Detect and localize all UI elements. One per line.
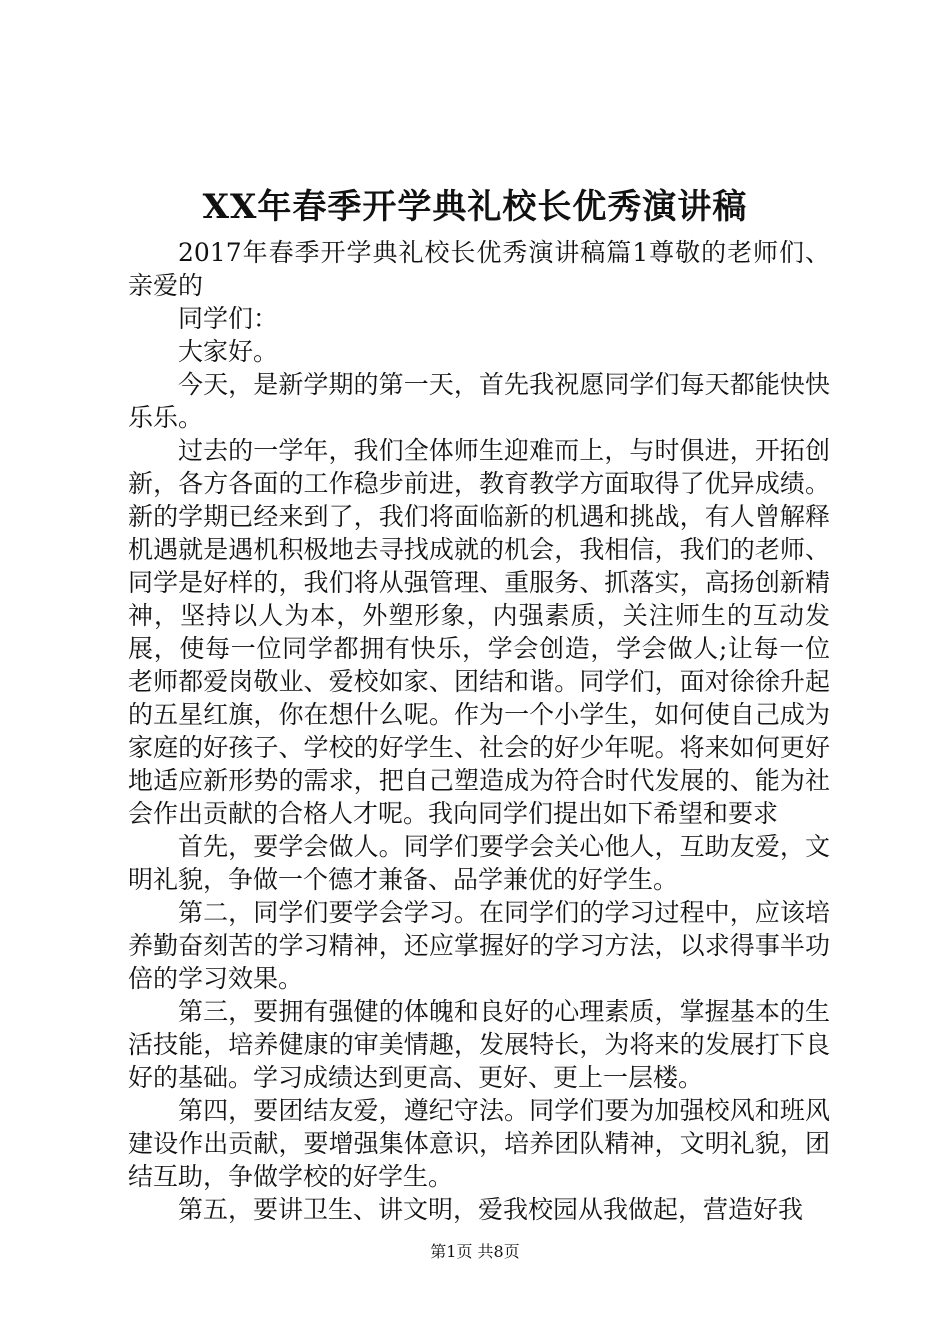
page-number-footer: 第1页 共8页	[430, 1242, 520, 1261]
paragraph: 大家好。	[178, 337, 279, 366]
paragraph: 同学们：	[178, 304, 279, 333]
document-body	[128, 236, 830, 1226]
paragraph: 首先，要学会做人。同学们要学会关心他人，互助友爱，文明礼貌，争做一个德才兼备、品学兼优的好学生。	[128, 832, 830, 894]
paragraph: 2017年春季开学典礼校长优秀演讲稿篇1尊敬的老师们、亲爱的	[128, 238, 830, 300]
paragraph: 今天，是新学期的第一天，首先我祝愿同学们每天都能快快乐乐。	[128, 370, 830, 432]
paragraph: 第四，要团结友爱，遵纪守法。同学们要为加强校风和班风建设作出贡献，要增强集体意识，培养团队精神，文明礼貌，团结互助，争做学校的好学生。	[128, 1096, 830, 1191]
document-title: XX年春季开学典礼校长优秀演讲稿	[202, 187, 748, 227]
paragraph: 第五，要讲卫生、讲文明，爱我校园从我做起，营造好我	[178, 1195, 804, 1224]
paragraph: 第二，同学们要学会学习。在同学们的学习过程中，应该培养勤奋刻苦的学习精神，还应掌握好的学习方法，以求得事半功倍的学习效果。	[128, 898, 830, 993]
paragraph: 第三，要拥有强健的体魄和良好的心理素质，掌握基本的生活技能，培养健康的审美情趣，发展特长，为将来的发展打下良好的基础。学习成绩达到更高、更好、更上一层楼。	[128, 997, 830, 1092]
paragraph: 过去的一学年，我们全体师生迎难而上，与时俱进，开拓创新，各方各面的工作稳步前进，教育教学方面取得了优异成绩。新的学期已经来到了，我们将面临新的机遇和挑战，有人曾解释机遇就是遇机积极地去寻找成就的机会，我相信，我们的老师、同学是好样的，我们将从强管理、重服务、抓落实，高扬创新精神，坚持以人为本，外塑形象，内强素质，关注师生的互动发展，使每一位同学都拥有快乐，学会创造，学会做人;让每一位老师都爱岗敬业、爱校如家、团结和谐。同学们，面对徐徐升起的五星红旗，你在想什么呢。作为一个小学生，如何使自己成为家庭的好孩子、学校的好学生、社会的好少年呢。将来如何更好地适应新形势的需求，把自己塑造成为符合时代发展的、能为社会作出贡献的合格人才呢。我向同学们提出如下希望和要求	[128, 436, 830, 828]
